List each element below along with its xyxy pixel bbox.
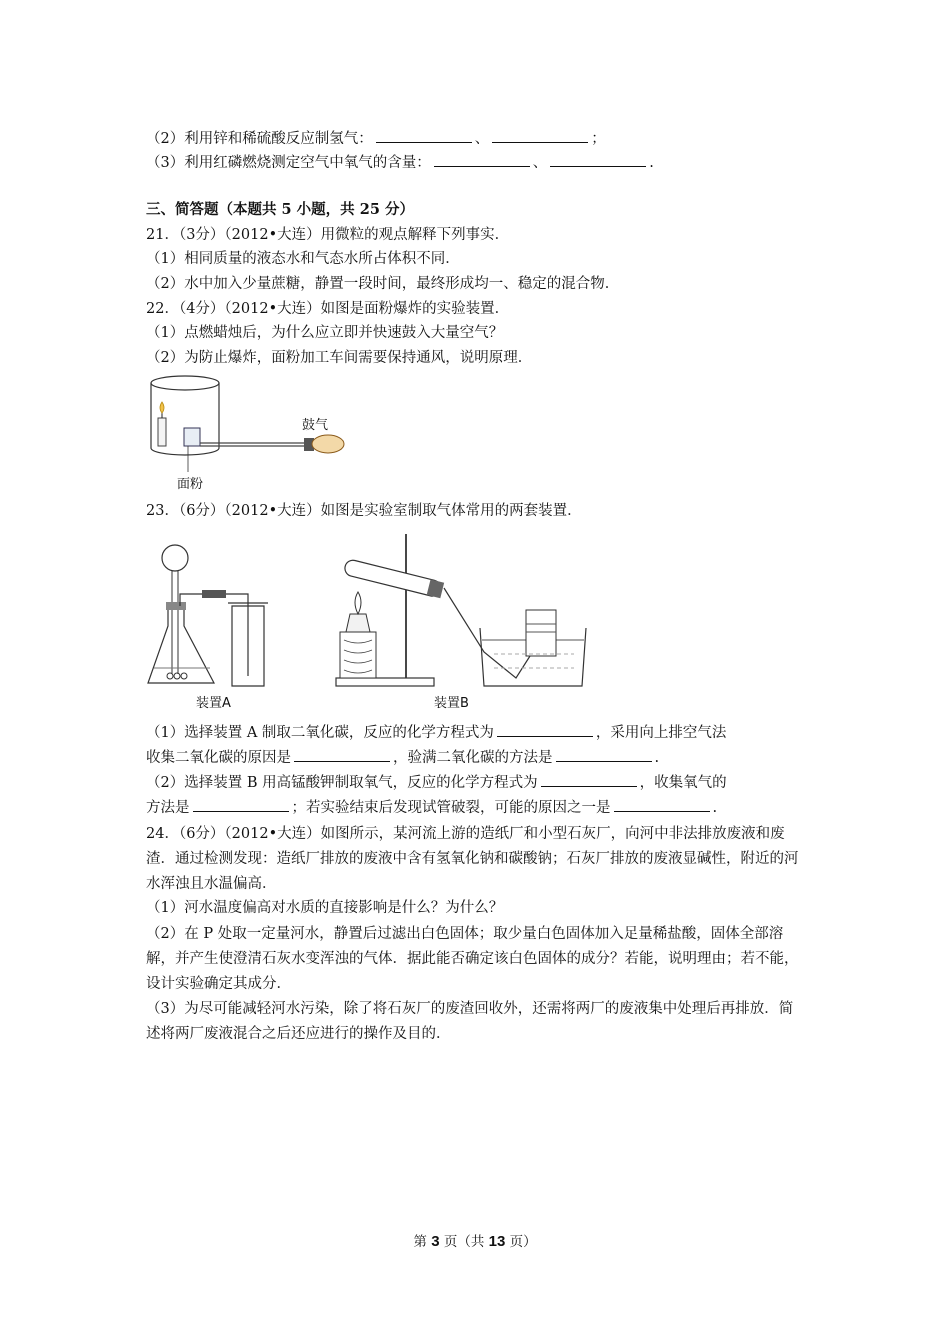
answer-blank[interactable]: [556, 747, 652, 762]
page-total: 13: [488, 1233, 506, 1250]
answer-blank[interactable]: [550, 152, 646, 167]
apparatus-a-label: 装置A: [196, 696, 231, 711]
q22-item1: （1）点燃蜡烛后，为什么应立即并快速鼓入大量空气？: [146, 325, 504, 341]
flour-label: 面粉: [177, 477, 204, 492]
answer-blank[interactable]: [541, 772, 637, 787]
q21-stem: 21．（3分）（2012•大连）用微粒的观点解释下列事实．: [146, 227, 510, 243]
q23-item2-line1: （2）选择装置 B 用高锰酸钾制取氧气，反应的化学方程式为 ，收集氧气的: [146, 772, 727, 794]
apparatus-b-label: 装置B: [434, 696, 469, 711]
q21-item2: （2）水中加入少量蔗糖，静置一段时间，最终形成均一、稳定的混合物．: [146, 276, 620, 292]
answer-blank[interactable]: [434, 152, 530, 167]
gas-apparatus-figure: [144, 528, 604, 714]
section-heading: 三、简答题（本题共 5 小题，共 25 分）: [146, 201, 414, 218]
answer-blank[interactable]: [492, 128, 588, 143]
q24-stem: 24．（6分）（2012•大连）如图所示，某河流上游的造纸厂和小型石灰厂，向河中非法排放废液和废渣．通过检测发现：造纸厂排放的废液中含有氢氧化钠和碳酸钠；石灰厂排放的废液显碱性，附近的河水浑浊且水温偏高．: [146, 826, 799, 892]
q22-stem: 22．（4分）（2012•大连）如图是面粉爆炸的实验装置．: [146, 301, 510, 317]
answer-blank[interactable]: [294, 747, 390, 762]
q21-item1: （1）相同质量的液态水和气态水所占体积不同．: [146, 251, 460, 267]
gas-apparatus-diagram: [144, 528, 604, 714]
q23-item1-line2: 收集二氧化碳的原因是 ，验满二氧化碳的方法是 .: [146, 747, 659, 769]
q23-item2-line2: 方法是 ；若实验结束后发现试管破裂，可能的原因之一是 .: [146, 797, 717, 819]
page-footer: 第 3 页（共 13 页）: [413, 1233, 537, 1250]
q22-item2: （2）为防止爆炸，面粉加工车间需要保持通风，说明原理．: [146, 350, 533, 366]
q20-item3: （3）利用红磷燃烧测定空气中氧气的含量： 、 .: [146, 152, 654, 174]
answer-blank[interactable]: [376, 128, 472, 143]
q24-item3: （3）为尽可能减轻河水污染，除了将石灰厂的废渣回收外，还需将两厂的废液集中处理后再排放．简述将两厂废液混合之后还应进行的操作及目的．: [146, 1001, 794, 1042]
q24-item1: （1）河水温度偏高对水质的直接影响是什么？为什么？: [146, 900, 504, 916]
answer-blank[interactable]: [193, 797, 289, 812]
q20-item2: （2）利用锌和稀硫酸反应制氢气： 、 ；: [146, 128, 606, 150]
air-pump-label: 鼓气: [302, 418, 329, 433]
page-number: 3: [431, 1233, 440, 1250]
q23-stem: 23．（6分）（2012•大连）如图是实验室制取气体常用的两套装置．: [146, 503, 582, 519]
answer-blank[interactable]: [497, 722, 593, 737]
q24-item2: （2）在 P 处取一定量河水，静置后过滤出白色固体；取少量白色固体加入足量稀盐酸，固体全部溶解，并产生使澄清石灰水变浑浊的气体．据此能否确定该白色固体的成分？若能，说明理由；若不能，设计实验确定其成分．: [146, 926, 799, 992]
flour-explosion-figure: [144, 372, 364, 492]
q23-item1-line1: （1）选择装置 A 制取二氧化碳，反应的化学方程式为 ，采用向上排空气法: [146, 722, 726, 744]
answer-blank[interactable]: [614, 797, 710, 812]
